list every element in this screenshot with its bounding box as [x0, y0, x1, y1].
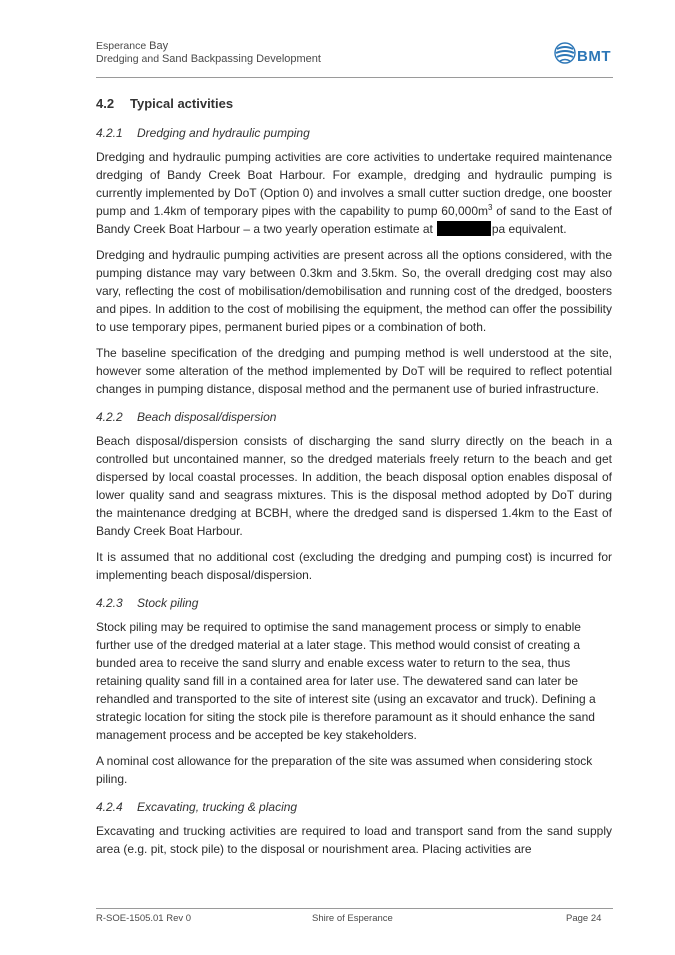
header-location-b: Bay [149, 40, 169, 52]
subsection-title: Excavating, trucking & placing [137, 800, 298, 814]
paragraph: The baseline specification of the dredging and pumping method is well understood at the site, however some alteration of the method implemented by DoT will be required to reflect potential changes in pumping distance, disposal method and the permanent use of buried infrastructure. [96, 346, 612, 396]
header-project-line [96, 40, 168, 52]
paragraph: Stock piling may be required to optimise the sand management process or simply to enable further use of the dredged material at a later stage. This method would consist of creating a bunded area to receive the sand slurry and enable excess water to return to the sea, thus retaining quality sand fill in a contained area for later use. The dewatered sand can later be rehandled and transported to the site of interest site (using an excavator and truck). Defining a strategic location for siting the stock pile is therefore paramount as it should enhance the sand management process and be accepted be key stakeholders. [96, 620, 596, 742]
section-heading [96, 96, 612, 111]
paragraph: It is assumed that no additional cost (excluding the dredging and pumping cost) is incurred for implementing beach disposal/dispersion. [96, 550, 612, 582]
bmt-logo [553, 40, 617, 70]
paragraph: Dredging and hydraulic pumping activities are core activities to undertake required maintenance dredging of Bandy Creek Boat Harbour. For example, dredging and hydraulic pumping is currently implemented by DoT (Option 0) and involves a small cutter suction dredge, one booster pump and 1.4km of temporary pipes with the capability to pump $60,000m^3$ of sand to the East of Bandy Creek Boat Harbour – a two yearly operation estimate at pa equivalent. [96, 150, 612, 236]
subsection-number: 4.2.4 [96, 800, 123, 814]
subsection-heading-4-2-3 [96, 596, 612, 610]
paragraph: Beach disposal/dispersion consists of discharging the sand slurry directly on the beach in a controlled but uncontained manner, so the dredged materials freely return to the beach and get dispersed by local coastal processes. In addition, the beach disposal option enables disposal of lower quality sand and seagrass mixtures. This is the disposal method adopted by DoT during the maintenance dredging at BCBH, where the dredged sand is dispersed 1.4km to the East of Bandy Creek Boat Harbour. [96, 434, 612, 538]
subsection-heading-4-2-1 [96, 126, 612, 140]
subsection-number: 4.2.1 [96, 126, 123, 140]
subsection-title: Stock piling [137, 596, 199, 610]
subsection-number: 4.2.3 [96, 596, 123, 610]
page-body [96, 96, 612, 866]
header-subtitle-line [96, 53, 321, 65]
superscript: 3 [488, 203, 493, 212]
footer-doc-ref: R-SOE-1505.01 Rev 0 [96, 913, 192, 924]
footer-page-number: Page 24 [566, 913, 602, 924]
header-subtitle-a: Dredging and [96, 53, 162, 65]
footer-divider [96, 908, 613, 909]
bmt-globe-icon [553, 40, 579, 66]
redaction-box [437, 221, 491, 236]
logo-text: BMT [577, 48, 611, 65]
header-location: Esperance [96, 40, 150, 52]
subsection-title: Beach disposal/dispersion [137, 410, 277, 424]
paragraph: Dredging and hydraulic pumping activities are present across all the options considered, with the pumping distance may vary between 0.3km and 3.5km. So, the overall dredging cost may also vary, reflecting the cost of mobilisation/demobilisation and running cost of the dredged, boosters and pipes. In addition to the cost of mobilising the equipment, the method can offer the possibility to use temporary pipes, permanent buried pipes or a combination of both. [96, 248, 612, 334]
header-divider [96, 77, 613, 78]
subsection-title: Dredging and hydraulic pumping [137, 126, 310, 140]
subsection-heading-4-2-4 [96, 800, 612, 814]
footer-client: Shire of Esperance [312, 913, 393, 924]
paragraph: A nominal cost allowance for the preparation of the site was assumed when considering stock piling. [96, 754, 593, 786]
page-header [96, 40, 616, 80]
header-subtitle-b: Sand Backpassing Development [161, 53, 321, 65]
paragraph: Excavating and trucking activities are required to load and transport sand from the sand supply area (e.g. pit, stock pile) to the disposal or nourishment area. Placing activities are [96, 824, 612, 856]
section-number: 4.2 [96, 96, 115, 111]
subsection-number: 4.2.2 [96, 410, 123, 424]
subsection-heading-4-2-2 [96, 410, 612, 424]
section-title: Typical activities [130, 96, 234, 111]
